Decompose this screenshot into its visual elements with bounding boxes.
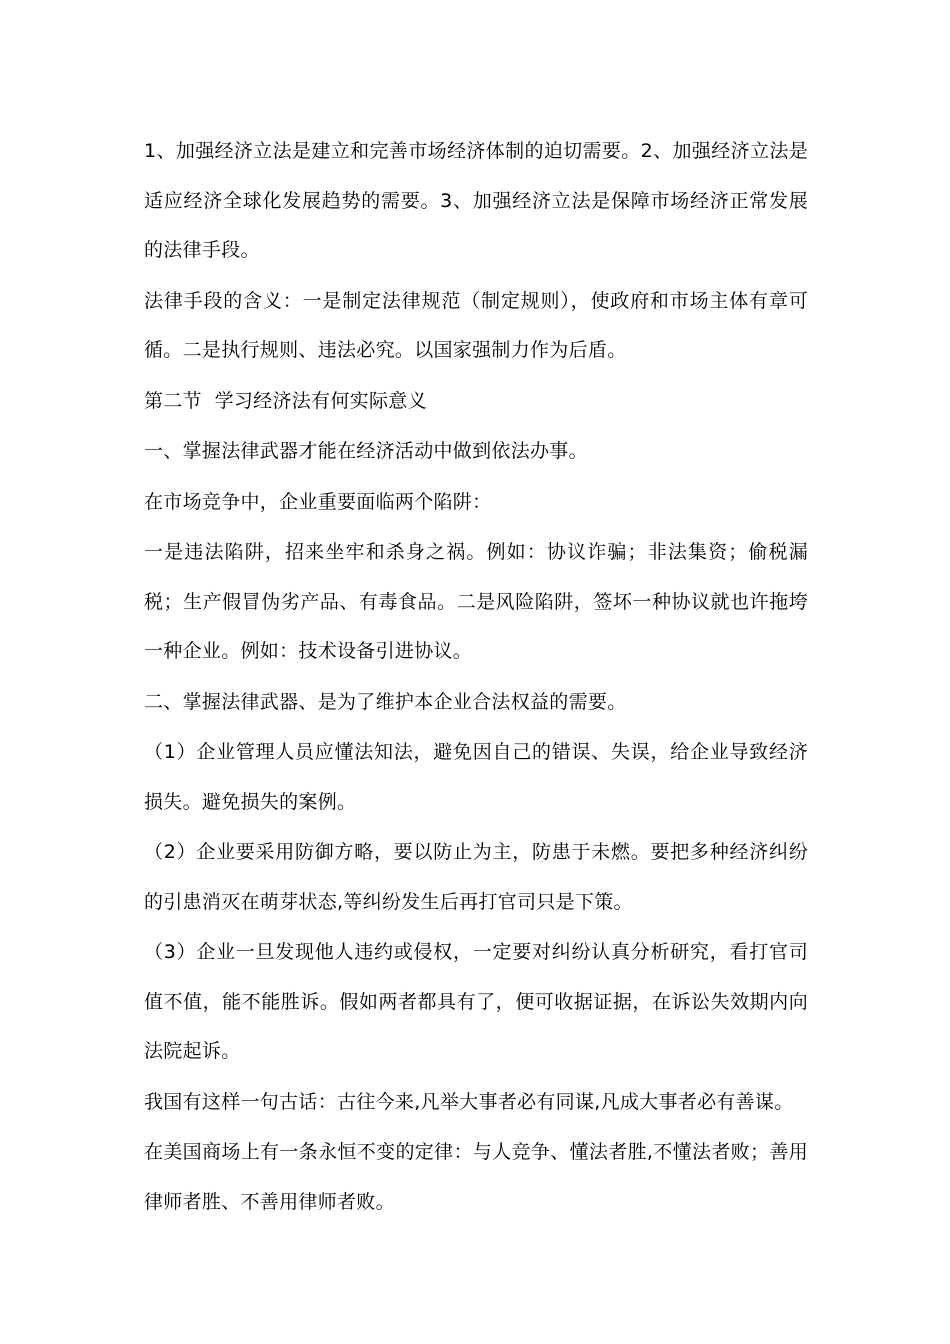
paragraph-traps-detail: 一是违法陷阱，招来坐牢和杀身之祸。例如：协议诈骗；非法集资；偷税漏税；生产假冒伪劣产品、有毒食品。二是风险陷阱，签坏一种协议就也许拖垮一种企业。例如：技术设备引进协议。	[144, 541, 808, 662]
paragraph-us-market-rule: 在美国商场上有一条永恒不变的定律：与人竞争、懂法者胜,不懂法者败；善用律师者胜、不善用律师者败。	[144, 1141, 808, 1213]
section-heading: 第二节 学习经济法有何实际意义	[144, 389, 427, 412]
paragraph-legislation-needs: 1、加强经济立法是建立和完善市场经济体制的迫切需要。2、加强经济立法是适应经济全球化发展趋势的需要。3、加强经济立法是保障市场经济正常发展的法律手段。	[144, 140, 808, 261]
paragraph-point-one: 一、掌握法律武器才能在经济活动中做到依法办事。	[144, 440, 588, 462]
paragraph-point-two: 二、掌握法律武器、是为了维护本企业合法权益的需要。	[144, 690, 627, 713]
paragraph-market-traps-intro: 在市场竞争中，企业重要面临两个陷阱：	[144, 490, 492, 513]
document-body	[144, 127, 808, 1228]
paragraph-item-3: （3）企业一旦发现他人违约或侵权，一定要对纠纷认真分析研究，看打官司值不值，能不能胜诉。假如两者都具有了，便可收据证据，在诉讼失效期内向法院起诉。	[144, 941, 808, 1062]
paragraph-item-2: （2）企业要采用防御方略，要以防止为主，防患于未燃。要把多种经济纠纷的引患消灭在萌芽状态,等纠纷发生后再打官司只是下策。	[144, 841, 808, 913]
paragraph-legal-means-meaning: 法律手段的含义：一是制定法律规范（制定规则），使政府和市场主体有章可循。二是执行规则、违法必究。以国家强制力作为后盾。	[144, 289, 808, 361]
paragraph-item-1: （1）企业管理人员应懂法知法，避免因自己的错误、失误，给企业导致经济损失。避免损失的案例。	[144, 741, 808, 813]
paragraph-proverb: 我国有这样一句古话：古往今来,凡举大事者必有同谋,凡成大事者必有善谋。	[144, 1090, 794, 1113]
